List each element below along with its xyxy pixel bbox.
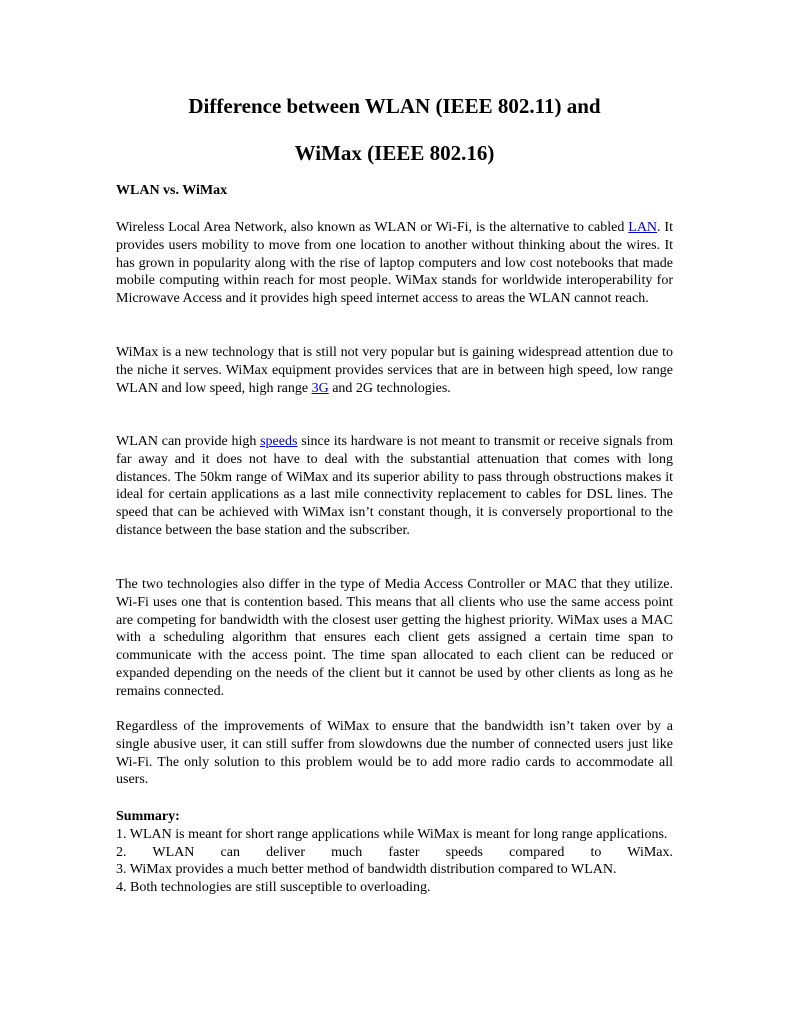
- summary-section: [116, 808, 673, 897]
- paragraph-text: . It provides users mobility to move from one location to another without thinking about the wires. It has grown in popularity along with the rise of laptop computers and low cost notebooks that made mobile computing within reach for most people. WiMax stands for worldwide interoperability for Microwave Access and it provides high speed internet access to areas the WLAN cannot reach.: [116, 220, 673, 307]
- summary-item: 1. WLAN is meant for short range applications while WiMax is meant for long range applications.: [116, 826, 668, 842]
- paragraph-speed: [116, 433, 673, 540]
- 3g-link[interactable]: 3G: [311, 380, 329, 396]
- paragraph-intro: [116, 219, 673, 308]
- summary-item: 4. Both technologies are still susceptible to overloading.: [116, 880, 431, 896]
- summary-item: 2. WLAN can deliver much faster speeds compared to WiMax.: [116, 844, 673, 860]
- paragraph-mac: The two technologies also differ in the type of Media Access Controller or MAC that they utilize. Wi-Fi uses one that is contention based. This means that all clients who use the same access point are competing for bandwidth with the closest user getting the highest priority. WiMax uses a MAC with a scheduling algorithm that ensures each client gets assigned a certain time span to communicate with the access point. The time span allocated to each client can be reduced or expanded depending on the needs of the client but it cannot be used by other clients as long as he remains connected.: [116, 577, 673, 699]
- paragraph-text: WLAN can provide high: [116, 434, 261, 449]
- paragraph-wimax: [116, 344, 673, 397]
- section-subheading: WLAN vs. WiMax: [116, 183, 228, 198]
- speeds-link[interactable]: speeds: [260, 434, 298, 449]
- summary-item: 3. WiMax provides a much better method of bandwidth distribution compared to WLAN.: [116, 862, 617, 878]
- lan-link[interactable]: LAN: [628, 220, 658, 235]
- paragraph-text: and 2G technologies.: [328, 380, 451, 396]
- page-title-line-1: Difference between WLAN (IEEE 802.11) and: [188, 94, 601, 118]
- paragraph-bandwidth: Regardless of the improvements of WiMax to ensure that the bandwidth isn’t taken over by a single abusive user, it can still suffer from slowdowns due the number of connected users just like Wi-Fi. The only solution to this problem would be to add more radio cards to accommodate all users.: [116, 719, 673, 788]
- paragraph-text: WiMax is a new technology that is still not very popular but is gaining widespread attention due to the niche it serves. WiMax equipment provides services that are in between high speed, low range WLAN and low speed, high range: [116, 345, 673, 396]
- paragraph-text: since its hardware is not meant to transmit or receive signals from far away and it does not have to deal with the substantial attenuation that comes with long distances. The 50km range of WiMax and its superior ability to pass through obstructions makes it ideal for certain applications as a last mile connectivity replacement to cables for DSL lines. The speed that can be achieved with WiMax isn’t constant though, it is conversely proportional to the distance between the base station and the subscriber.: [116, 434, 673, 538]
- paragraph-text: Wireless Local Area Network, also known as WLAN or Wi-Fi, is the alternative to cabled: [116, 220, 629, 235]
- summary-heading: Summary:: [116, 809, 180, 824]
- page-title-line-2: WiMax (IEEE 802.16): [294, 141, 495, 165]
